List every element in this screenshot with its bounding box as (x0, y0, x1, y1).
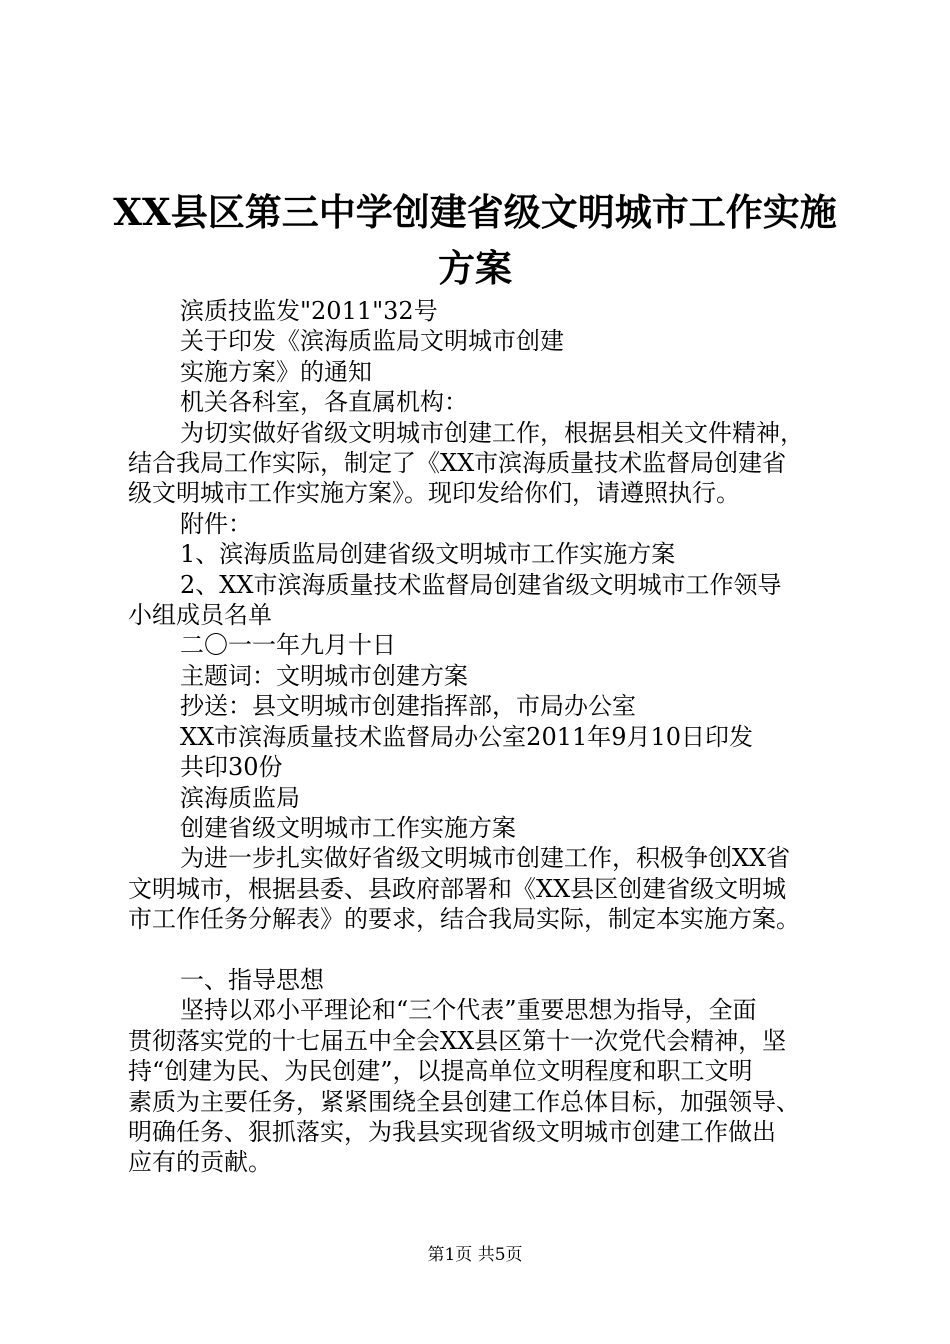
body-line: XX市滨海质量技术监督局办公室2011年9月10日印发 (180, 722, 754, 751)
body-line: 创建省级文明城市工作实施方案 (180, 813, 516, 842)
body-line: 应有的贡献。 (128, 1148, 272, 1177)
page-footer: 第1页 共5页 (427, 1245, 523, 1265)
document-body (128, 296, 838, 1178)
body-line: 贯彻落实党的十七届五中全会XX县区第十一次党代会精神，坚 (128, 1026, 787, 1055)
body-line: 一、指导思想 (180, 965, 324, 994)
body-line: 滨海质监局 (180, 783, 300, 812)
body-line: 为切实做好省级文明城市创建工作，根据县相关文件精神， (180, 418, 804, 447)
body-line: 抄送：县文明城市创建指挥部，市局办公室 (180, 692, 636, 721)
body-line: 级文明城市工作实施方案》。现印发给你们，请遵照执行。 (128, 479, 740, 508)
body-line: 结合我局工作实际，制定了《XX市滨海质量技术监督局创建省 (128, 449, 787, 478)
body-line: 二〇一一年九月十日 (180, 631, 396, 660)
body-line: 共印30份 (180, 753, 283, 782)
body-line: 文明城市，根据县委、县政府部署和《XX县区创建省级文明城 (128, 874, 787, 903)
body-line: 坚持以邓小平理论和“三个代表”重要思想为指导，全面 (180, 996, 757, 1025)
body-line: 持“创建为民、为民创建”，以提高单位文明程度和职工文明 (128, 1057, 753, 1086)
body-line: 2、XX市滨海质量技术监督局创建省级文明城市工作领导 (180, 570, 782, 599)
body-line: 滨质技监发"2011"32号 (180, 297, 438, 325)
body-line: 主题词：文明城市创建方案 (180, 661, 468, 690)
body-line: 素质为主要任务，紧紧围绕全县创建工作总体目标，加强领导、 (128, 1087, 800, 1116)
document-title-line-2: 方案 (438, 246, 512, 290)
body-line: 实施方案》的通知 (180, 357, 372, 386)
body-line: 明确任务、狠抓落实，为我县实现省级文明城市创建工作做出 (128, 1117, 776, 1146)
body-line: 1、滨海质监局创建省级文明城市工作实施方案 (180, 540, 676, 569)
body-line: 市工作任务分解表》的要求，结合我局实际，制定本实施方案。 (128, 905, 800, 934)
body-line: 小组成员名单 (128, 601, 272, 630)
blank-line (128, 935, 838, 965)
body-line: 附件： (180, 509, 252, 538)
body-line: 为进一步扎实做好省级文明城市创建工作，积极争创XX省 (180, 844, 791, 873)
document-title-line-1: XX县区第三中学创建省级文明城市工作实施 (113, 190, 837, 234)
body-line: 关于印发《滨海质监局文明城市创建 (180, 327, 564, 356)
body-line: 机关各科室，各直属机构： (180, 388, 468, 417)
